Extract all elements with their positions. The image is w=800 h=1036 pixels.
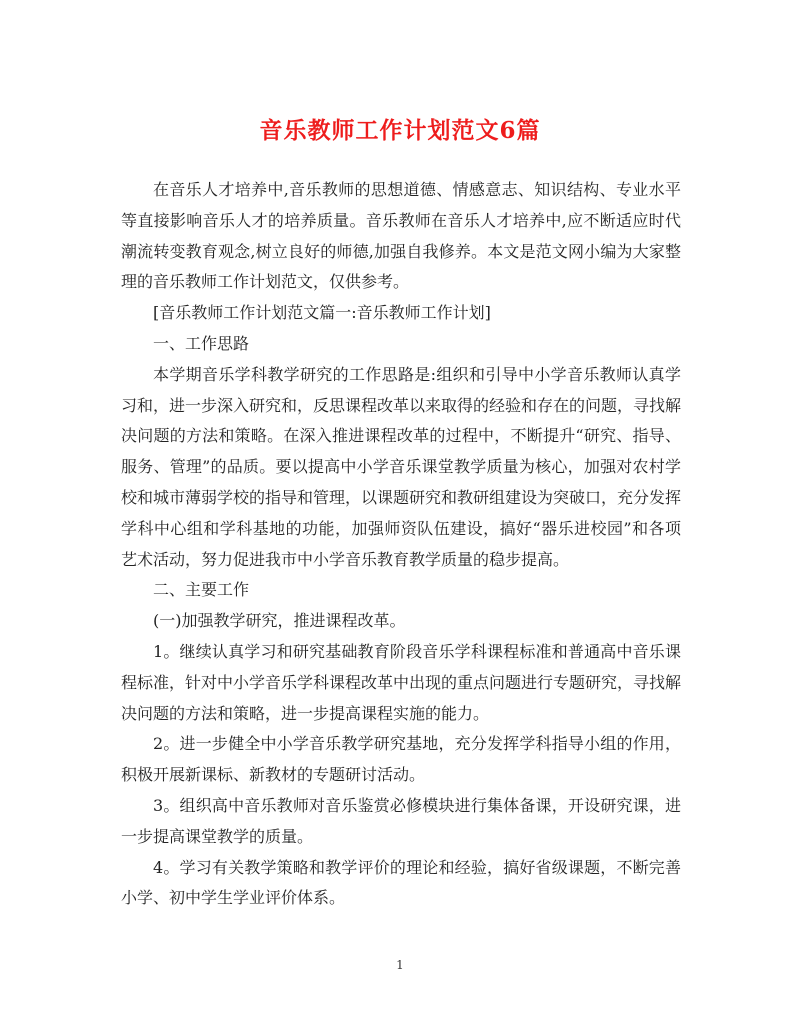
document-body xyxy=(121,175,681,914)
section-heading-article-one: [音乐教师工作计划范文篇一:音乐教师工作计划] xyxy=(153,303,491,323)
heading-main-work: 二、主要工作 xyxy=(153,580,250,600)
heading-work-ideas: 一、工作思路 xyxy=(153,333,250,353)
item-3-paragraph: 3。组织高中音乐教师对音乐鉴赏必修模块进行集体备课，开设研究课，进一步提高课堂教学的质量。 xyxy=(121,795,681,846)
work-ideas-paragraph: 本学期音乐学科教学研究的工作思路是:组织和引导中小学音乐教师认真学习和，进一步深入研究和，反思课程改革以来取得的经验和存在的问题，寻找解决问题的方法和策略。在深入推进课程改革的过程中，不断提升“研究、指导、服务、管理”的品质。要以提高中小学音乐课堂教学质量为核心，加强对农村学校和城市薄弱学校的指导和管理，以课题研究和教研组建设为突破口，充分发挥学科中心组和学科基地的功能，加强师资队伍建设，搞好“器乐进校园”和各项艺术活动，努力促进我市中小学音乐教育教学质量的稳步提高。 xyxy=(121,364,682,569)
item-2-paragraph: 2。进一步健全中小学音乐教学研究基地，充分发挥学科指导小组的作用，积极开展新课标、新教材的专题研讨活动。 xyxy=(121,734,681,785)
item-4-paragraph: 4。学习有关教学策略和教学评价的理论和经验，搞好省级课题，不断完善小学、初中学生学业评价体系。 xyxy=(121,857,681,908)
item-1-paragraph: 1。继续认真学习和研究基础教育阶段音乐学科课程标准和普通高中音乐课程标准，针对中小学音乐学科课程改革中出现的重点问题进行专题研究，寻找解决问题的方法和策略，进一步提高课程实施的能力。 xyxy=(121,641,682,723)
subheading-teaching-research: (一)加强教学研究，推进课程改革。 xyxy=(153,611,406,631)
document-title: 音乐教师工作计划范文6篇 xyxy=(259,117,541,144)
intro-paragraph: 在音乐人才培养中,音乐教师的思想道德、情感意志、知识结构、专业水平等直接影响音乐人才的培养质量。音乐教师在音乐人才培养中,应不断适应时代潮流转变教育观念,树立良好的师德,加强自我修养。本文是范文网小编为大家整理的音乐教师工作计划范文，仅供参考。 xyxy=(121,180,681,292)
page-number: 1 xyxy=(396,958,404,972)
